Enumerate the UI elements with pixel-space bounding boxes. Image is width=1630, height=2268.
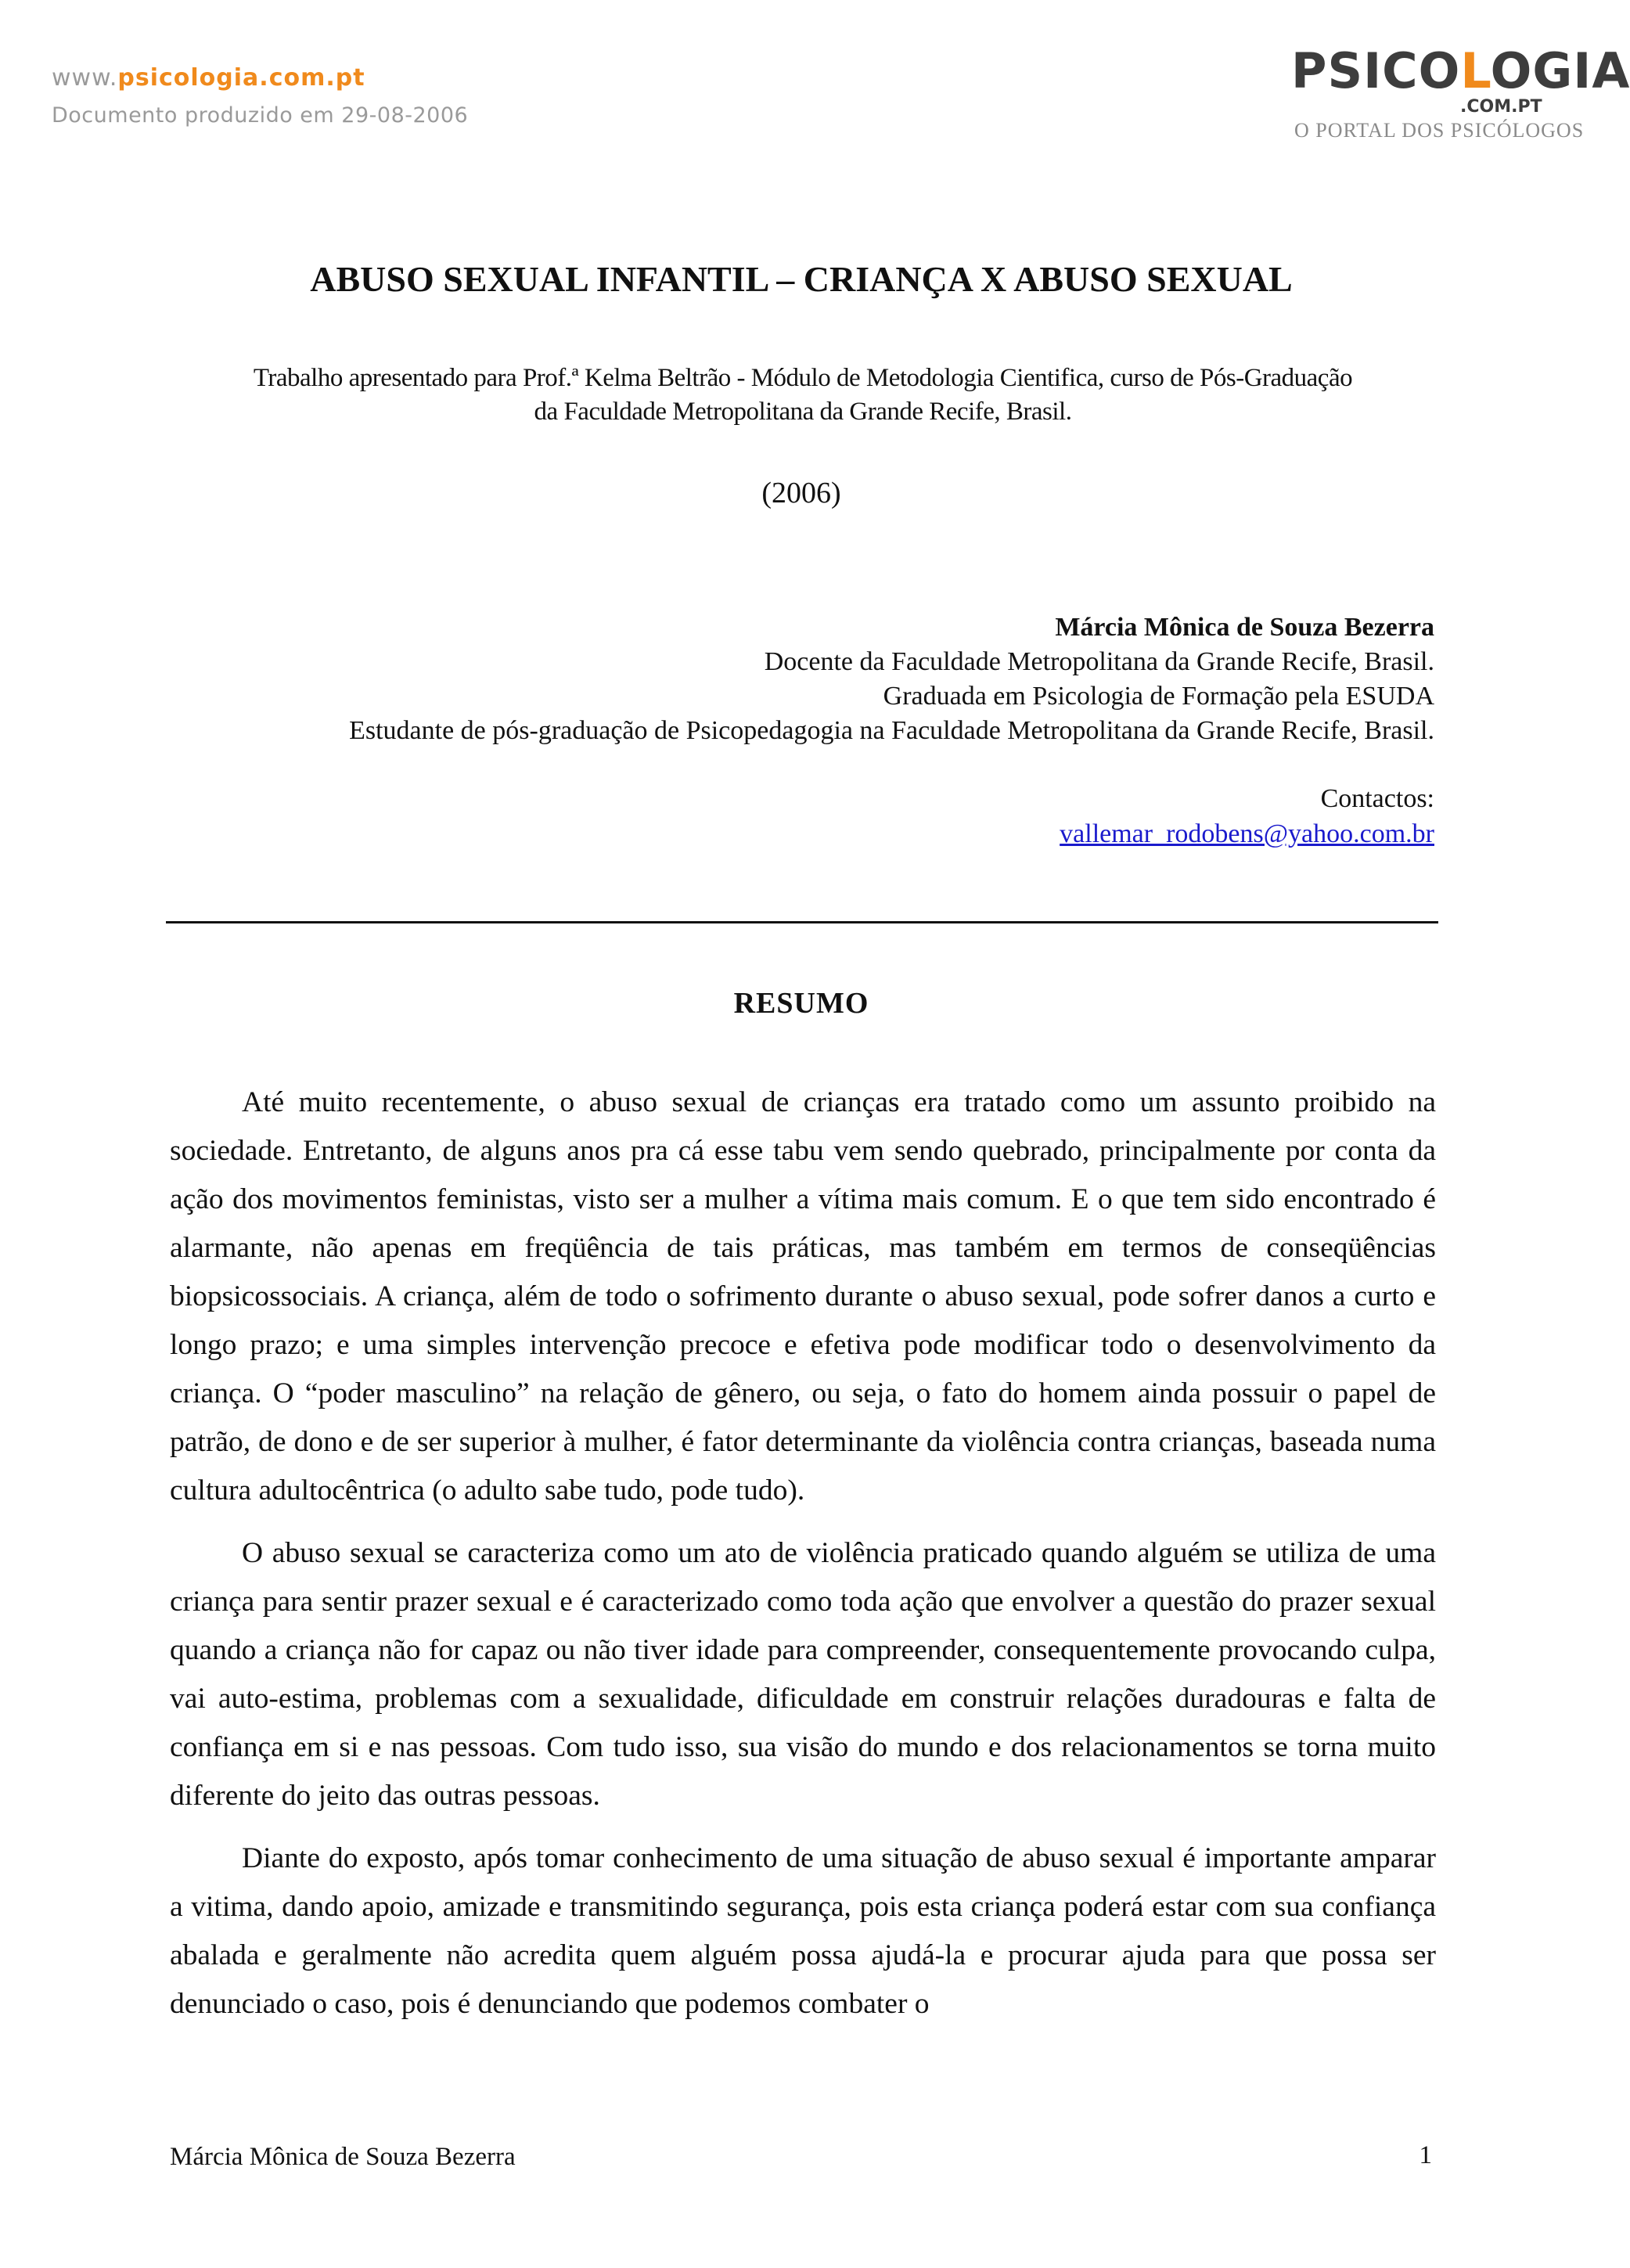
- author-affiliation-3: Estudante de pós-graduação de Psicopedagogia na Faculdade Metropolitana da Grande Recife, Brasil.: [349, 716, 1434, 745]
- page-number: 1: [1419, 2141, 1432, 2169]
- author-affiliation-1: Docente da Faculdade Metropolitana da Grande Recife, Brasil.: [764, 647, 1434, 676]
- contacts-label: Contactos:: [1320, 784, 1434, 813]
- document-date: Documento produzido em 29-08-2006: [52, 103, 469, 128]
- site-url-domain: psicologia.com.pt: [117, 64, 365, 92]
- abstract-paragraph: Diante do exposto, após tomar conhecimento de uma situação de abuso sexual é importante amparar a vitima, dando apoio, amizade e transmitindo segurança, pois esta criança poderá estar com sua confiança abalada e geralmente não acredita quem alguém possa ajudá-la e procurar ajuda para que possa ser denunciado o caso, pois é denunciando que podemos combater o: [170, 1842, 1436, 2020]
- logo-word-l: L: [1460, 42, 1491, 99]
- contacts-block: [1060, 781, 1434, 851]
- abstract-body: [170, 1078, 1436, 2043]
- site-url-prefix: www.: [52, 64, 118, 92]
- document-title: ABUSO SEXUAL INFANTIL – CRIANÇA X ABUSO SEXUAL: [310, 259, 1293, 299]
- abstract-heading: RESUMO: [733, 987, 869, 1020]
- logo-domain-suffix: .COM.PT: [1460, 97, 1542, 117]
- abstract-paragraph: Até muito recentemente, o abuso sexual de crianças era tratado como um assunto proibido na sociedade. Entretanto, de alguns anos pra cá esse tabu vem sendo quebrado, principalmente por conta da ação dos movimentos feministas, visto ser a mulher a vítima mais comum. E o que tem sido encontrado é alarmante, não apenas em freqüência de tais práticas, mas também em termos de conseqüências biopsicossociais. A criança, além de todo o sofrimento durante o abuso sexual, pode sofrer danos a curto e longo prazo; e uma simples intervenção precoce e efetiva pode modificar todo o desenvolvimento da criança. O “poder masculino” na relação de gênero, ou seja, o fato do homem ainda possuir o papel de patrão, de dono e de ser superior à mulher, é fator determinante da violência contra crianças, baseada numa cultura adultocêntrica (o adulto sabe tudo, pode tudo).: [170, 1086, 1436, 1507]
- subtitle-line-2: da Faculdade Metropolitana da Grande Recife, Brasil.: [534, 398, 1072, 426]
- logo-word-end: OGIA: [1490, 42, 1630, 99]
- author-block: [349, 610, 1434, 748]
- psicologia-logo: [1290, 42, 1630, 149]
- logo-wordmark: [1291, 42, 1630, 99]
- document-year: (2006): [761, 477, 841, 509]
- horizontal-divider: [166, 921, 1438, 923]
- abstract-paragraph: O abuso sexual se caracteriza como um ato de violência praticado quando alguém se utiliza de uma criança para sentir prazer sexual e é caracterizado como toda ação que envolver a questão do prazer sexual quando a criança não for capaz ou não tiver idade para compreender, consequentemente provocando culpa, vai auto-estima, problemas com a sexualidade, dificuldade em construir relações duradouras e falta de confiança em si e nas pessoas. Com tudo isso, sua visão do mundo e dos relacionamentos se torna muito diferente do jeito das outras pessoas.: [170, 1537, 1436, 1812]
- author-name: Márcia Mônica de Souza Bezerra: [1055, 613, 1434, 642]
- logo-word-start: PSICO: [1291, 42, 1461, 99]
- document-subtitle: [133, 362, 1473, 429]
- subtitle-line-1: Trabalho apresentado para Prof.ª Kelma Beltrão - Módulo de Metodologia Cientifica, curso de Pós-Graduação: [253, 364, 1353, 392]
- footer-author: Márcia Mônica de Souza Bezerra: [170, 2143, 516, 2171]
- email-link[interactable]: vallemar_rodobens@yahoo.com.br: [1060, 819, 1434, 848]
- site-url[interactable]: [52, 64, 365, 92]
- logo-tagline: O PORTAL DOS PSICÓLOGOS: [1294, 119, 1585, 142]
- author-affiliation-2: Graduada em Psicologia de Formação pela ESUDA: [883, 682, 1434, 711]
